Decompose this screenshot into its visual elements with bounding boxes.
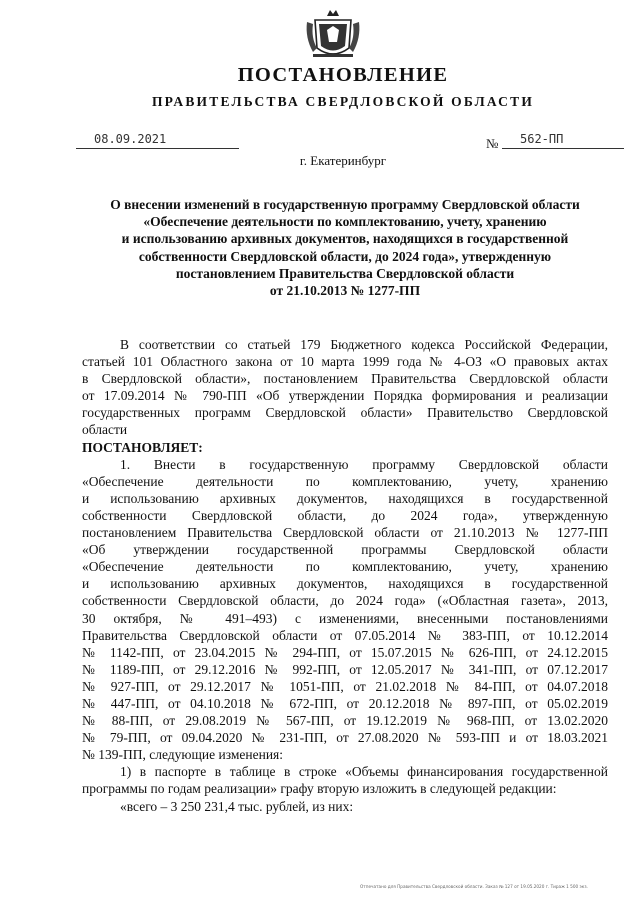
coat-of-arms-emblem xyxy=(303,8,363,62)
preamble-line: в Свердловской области», постановлением Правительства Свердловской области xyxy=(82,371,608,387)
preamble-line: государственных программ Свердловской области» Правительство Свердловской xyxy=(82,405,608,421)
item-line: № 1189-ПП, от 29.12.2016 № 992-ПП, от 12.05.2017 № 341-ПП, от 07.12.2017 xyxy=(82,661,608,677)
item-line: «Об утверждении государственной программы Свердловской области xyxy=(82,542,608,558)
title-line: от 21.10.2013 № 1277-ПП xyxy=(269,283,421,299)
item-line: и использованию архивных документов, находящихся в государственной xyxy=(82,490,608,506)
title-line: «Обеспечение деятельности по комплектованию, учету, хранению xyxy=(143,214,547,230)
print-footer-note: Отпечатано для Правительства Свердловской области. Заказ № 127 от 19.05.2020 г. Тираж 1 500 экз. xyxy=(360,884,588,889)
item-line: собственности Свердловской области, до 2024 года», утвержденную xyxy=(82,507,608,523)
title-line: и использованию архивных документов, находящихся в государственной xyxy=(121,231,569,247)
item-line: № 447-ПП, от 04.10.2018 № 672-ПП, от 20.12.2018 № 897-ПП, от 05.02.2019 xyxy=(82,695,608,711)
document-body xyxy=(82,336,608,815)
document-type-heading: ПОСТАНОВЛЕНИЕ xyxy=(237,64,449,86)
item-line: № 88-ПП, от 29.08.2019 № 567-ПП, от 19.12.2019 № 968-ПП, от 13.02.2020 xyxy=(82,713,608,729)
number-label: № xyxy=(486,136,499,151)
preamble-line: статьей 101 Областного закона от 10 марта 1999 года № 4-ОЗ «О правовых актах xyxy=(82,354,608,370)
authority-heading: ПРАВИТЕЛЬСТВА СВЕРДЛОВСКОЙ ОБЛАСТИ xyxy=(151,94,535,109)
item-line: № 79-ПП, от 09.04.2020 № 231-ПП, от 27.08.2020 № 593-ПП и от 18.03.2021 xyxy=(82,730,608,746)
document-title xyxy=(82,196,608,299)
title-line: постановлением Правительства Свердловской области xyxy=(175,265,515,281)
resolves-heading: ПОСТАНОВЛЯЕТ: xyxy=(82,439,203,455)
title-line: собственности Свердловской области, до 2024 года», утвержденную xyxy=(138,248,552,264)
subitem-line: программы по годам реализации» графу вторую изложить в следующей редакции: xyxy=(82,781,557,797)
preamble-line: от 17.09.2014 № 790-ПП «Об утверждении Порядка формирования и реализации xyxy=(82,388,608,404)
preamble-line: области xyxy=(82,422,128,438)
item-line: № 1142-ПП, от 23.04.2015 № 294-ПП, от 15.07.2015 № 626-ПП, от 24.12.2015 xyxy=(82,644,608,660)
quote-line: «всего – 3 250 231,4 тыс. рублей, из них: xyxy=(120,798,354,814)
title-line: О внесении изменений в государственную программу Свердловской области xyxy=(110,197,580,212)
item-line: собственности Свердловской области, до 2024 года» («Областная газета», 2013, xyxy=(82,593,608,609)
item-line: Правительства Свердловской области от 07.05.2014 № 383-ПП, от 10.12.2014 xyxy=(82,627,608,643)
item-line: «Обеспечение деятельности по комплектованию, учету, хранению xyxy=(82,473,608,489)
item-line: № 927-ПП, от 29.12.2017 № 1051-ПП, от 21.02.2018 № 84-ПП, от 04.07.2018 xyxy=(82,678,608,694)
item-line: «Обеспечение деятельности по комплектованию, учету, хранению xyxy=(82,559,608,575)
item-line: 30 октября, № 491–493) с изменениями, внесенными постановлениями xyxy=(82,610,608,626)
item-line: и использованию архивных документов, находящихся в государственной xyxy=(82,576,608,592)
item-line: № 139-ПП, следующие изменения: xyxy=(82,747,284,763)
city-line: г. Екатеринбург xyxy=(299,153,387,168)
item-line: постановлением Правительства Свердловской области от 21.10.2013 № 1277-ПП xyxy=(82,525,608,541)
preamble-line: В соответствии со статьей 179 Бюджетного кодекса Российской Федерации, xyxy=(120,337,608,352)
item-line: 1. Внести в государственную программу Свердловской области xyxy=(120,456,608,472)
document-number: 562-ПП xyxy=(502,132,624,149)
subitem-line: 1) в паспорте в таблице в строке «Объемы финансирования государственной xyxy=(120,764,608,780)
document-date: 08.09.2021 xyxy=(76,132,239,149)
